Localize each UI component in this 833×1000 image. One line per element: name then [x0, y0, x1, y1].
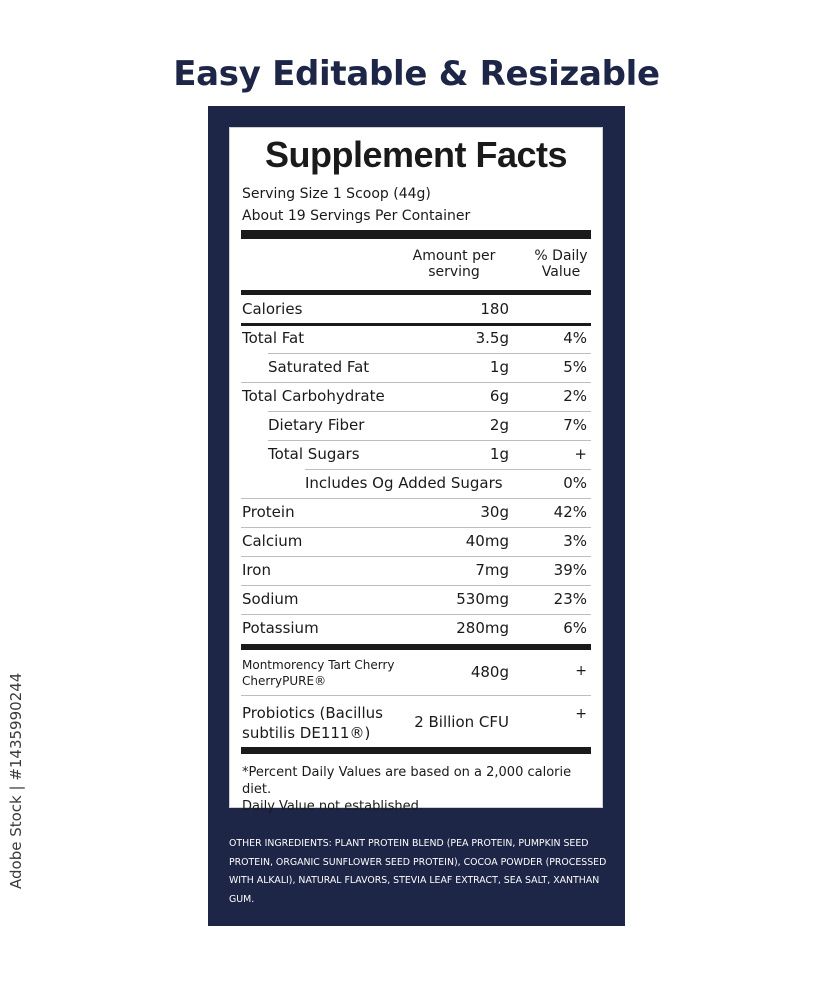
nutrient-name: Total Sugars — [268, 445, 360, 463]
probiotics-amount: 2 Billion CFU — [414, 713, 509, 731]
nutrient-name: Iron — [242, 561, 271, 579]
nutrient-daily-value: 42% — [553, 503, 587, 521]
nutrient-name: Calcium — [242, 532, 303, 550]
nutrient-name: Total Carbohydrate — [242, 387, 385, 405]
nutrient-daily-value: 2% — [563, 387, 587, 405]
nutrient-amount: 1g — [489, 445, 509, 463]
nutrient-amount: 30g — [480, 503, 509, 521]
label-title: Supplement Facts — [264, 134, 568, 175]
nutrient-daily-value: 5% — [563, 358, 587, 376]
cherry-dv: + — [575, 663, 587, 679]
bottom-rule — [241, 747, 591, 754]
nutrient-name: Sodium — [242, 590, 299, 608]
nutrient-name: Total Fat — [242, 329, 305, 347]
nutrient-amount: 1g — [489, 358, 509, 376]
nutrient-amount: 7mg — [475, 561, 509, 579]
cherry-name-line1: Montmorency Tart Cherry — [242, 658, 395, 672]
nutrient-daily-value: 0% — [563, 474, 587, 492]
headline: Easy Editable & Resizable — [173, 54, 660, 94]
nutrient-row — [230, 614, 602, 643]
nutrient-daily-value: 6% — [563, 619, 587, 637]
nutrient-amount: 3.5g — [475, 329, 509, 347]
servings-per-container: About 19 Servings Per Container — [242, 208, 471, 224]
nutrient-row — [230, 440, 602, 469]
nutrient-amount: 2g — [489, 416, 509, 434]
probiotics-name-line1: Probiotics (Bacillus — [242, 704, 383, 722]
nutrient-row — [230, 382, 602, 411]
nutrient-daily-value: 39% — [553, 561, 587, 579]
nutrient-row — [230, 324, 602, 353]
probiotics-dv: + — [575, 706, 587, 722]
header-daily-value: % Daily Value — [534, 248, 588, 280]
probiotics-name-line2: subtilis DE111®) — [242, 724, 371, 742]
mid-rule — [241, 644, 591, 650]
nutrient-amount: 280mg — [456, 619, 509, 637]
thick-rule-top — [241, 230, 591, 239]
supplement-facts-label — [229, 127, 603, 814]
footnote-line2: Daily Value not established. — [242, 799, 423, 814]
cherry-name-line2: CherryPURE® — [242, 674, 327, 688]
nutrient-daily-value: 23% — [553, 590, 587, 608]
nutrient-amount: 530mg — [456, 590, 509, 608]
footnote — [242, 764, 592, 815]
nutrient-name: Saturated Fat — [268, 358, 370, 376]
nutrient-row — [230, 585, 602, 614]
stock-id-text: Adobe Stock | #1435990244 — [7, 672, 25, 889]
row-divider — [241, 695, 591, 696]
nutrient-daily-value: + — [574, 445, 587, 463]
cherry-amount: 480g — [470, 663, 509, 681]
nutrient-name: Protein — [242, 503, 295, 521]
footnote-line1: *Percent Daily Values are based on a 2,000 calorie diet. — [242, 765, 572, 797]
nutrient-name: Calories — [242, 300, 303, 318]
nutrient-row — [230, 295, 602, 324]
nutrient-daily-value: 7% — [563, 416, 587, 434]
header-amount: Amount per serving — [412, 248, 496, 280]
nutrient-name: Includes Og Added Sugars — [305, 474, 503, 492]
nutrient-amount: 180 — [480, 300, 509, 318]
nutrient-row — [230, 556, 602, 585]
nutrient-row — [230, 469, 602, 498]
serving-size: Serving Size 1 Scoop (44g) — [242, 186, 431, 202]
nutrient-daily-value: 3% — [563, 532, 587, 550]
nutrient-row — [230, 353, 602, 382]
nutrient-name: Potassium — [242, 619, 319, 637]
nutrient-daily-value: 4% — [563, 329, 587, 347]
nutrient-row — [230, 498, 602, 527]
nutrient-amount: 40mg — [465, 532, 509, 550]
nutrient-row — [230, 527, 602, 556]
nutrient-name: Dietary Fiber — [268, 416, 365, 434]
nutrient-row — [230, 411, 602, 440]
other-ingredients: OTHER INGREDIENTS: PLANT PROTEIN BLEND (PEA PROTEIN, PUMPKIN SEED PROTEIN, ORGANIC SUNFLOWER SEED PROTEIN), COCOA POWDER (PROCESSED WITH ALKALI), NATURAL FLAVORS, STEVIA LEAF EXTRACT, SEA SALT, XANTHAN GUM. — [229, 838, 607, 905]
nutrient-amount: 6g — [489, 387, 509, 405]
